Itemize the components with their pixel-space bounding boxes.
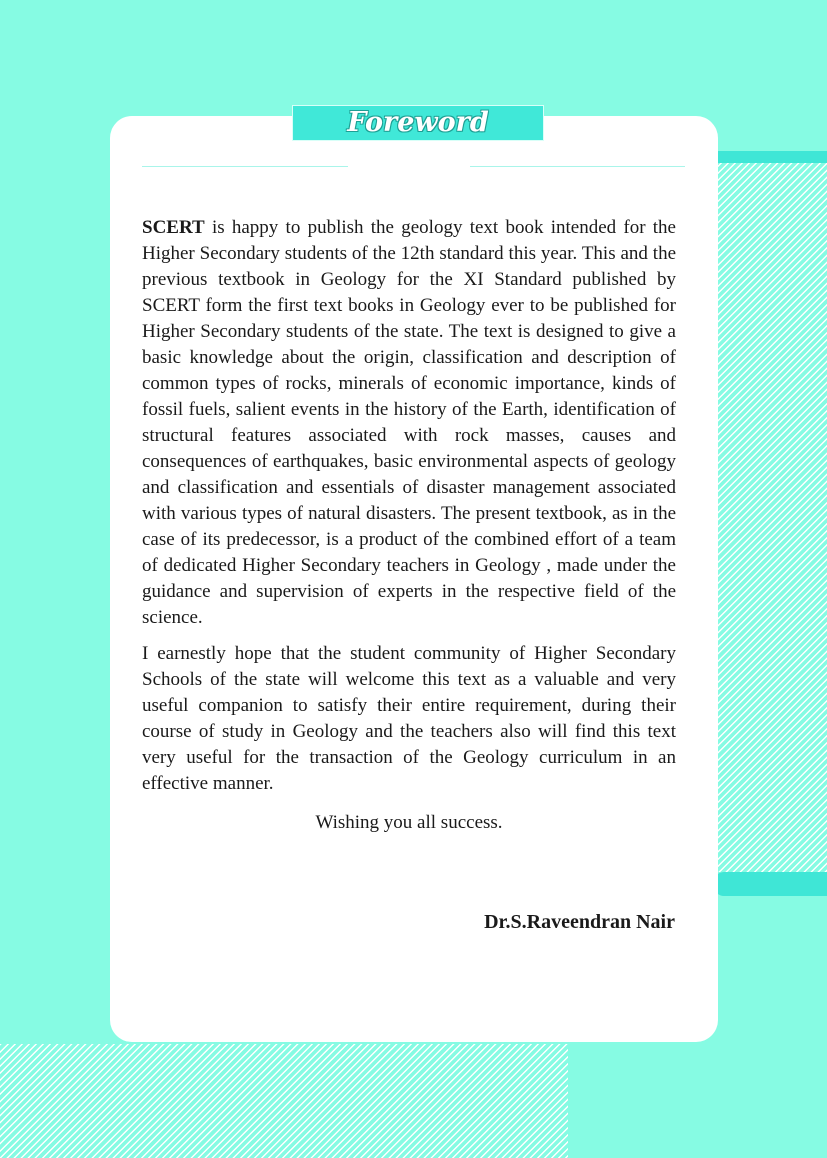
decorative-hatch-right (714, 162, 827, 872)
title-banner (292, 105, 544, 141)
closing-line: Wishing you all success. (315, 812, 503, 833)
decorative-band-top (714, 151, 827, 163)
title-rule-right (470, 166, 685, 167)
paragraph-1-text: is happy to publish the geology text book intended for the Higher Secondary students of the 12th standard this year. This and the previous textbook in Geology for the XI Standard published by SCERT form the first text books in Geology ever to be published for Higher Secondary students of the state. The text is designed to give a basic knowledge about the origin, classification and description of common types of rocks, minerals of economic importance, kinds of fossil fuels, salient events in the history of the Earth, identification of structural features associated with rock masses, causes and consequences of earthquakes, basic environmental aspects of geology and classification and essentials of disaster management associated with various types of natural disasters. The present textbook, as in the case of its predecessor, is a product of the combined effort of a team of dedicated Higher Secondary teachers in Geology , made under the guidance and supervision of experts in the respective field of the science. (142, 217, 676, 628)
decorative-band-bottom (714, 872, 827, 896)
title-rule-left (142, 166, 348, 167)
signature: Dr.S.Raveendran Nair (484, 911, 675, 933)
paragraph-2: I earnestly hope that the student community of Higher Secondary Schools of the state will welcome this text as a valuable and very useful companion to satisfy their entire requirement, during their course of study in Geology and the teachers also will find this text very useful for the transaction of the Geology curriculum in an effective manner. (142, 643, 676, 794)
paragraph-1 (142, 215, 676, 631)
decorative-hatch-bottom (0, 1044, 568, 1158)
foreword-body (142, 215, 676, 797)
page-title: Foreword (347, 107, 489, 138)
lead-word: SCERT (142, 217, 205, 238)
